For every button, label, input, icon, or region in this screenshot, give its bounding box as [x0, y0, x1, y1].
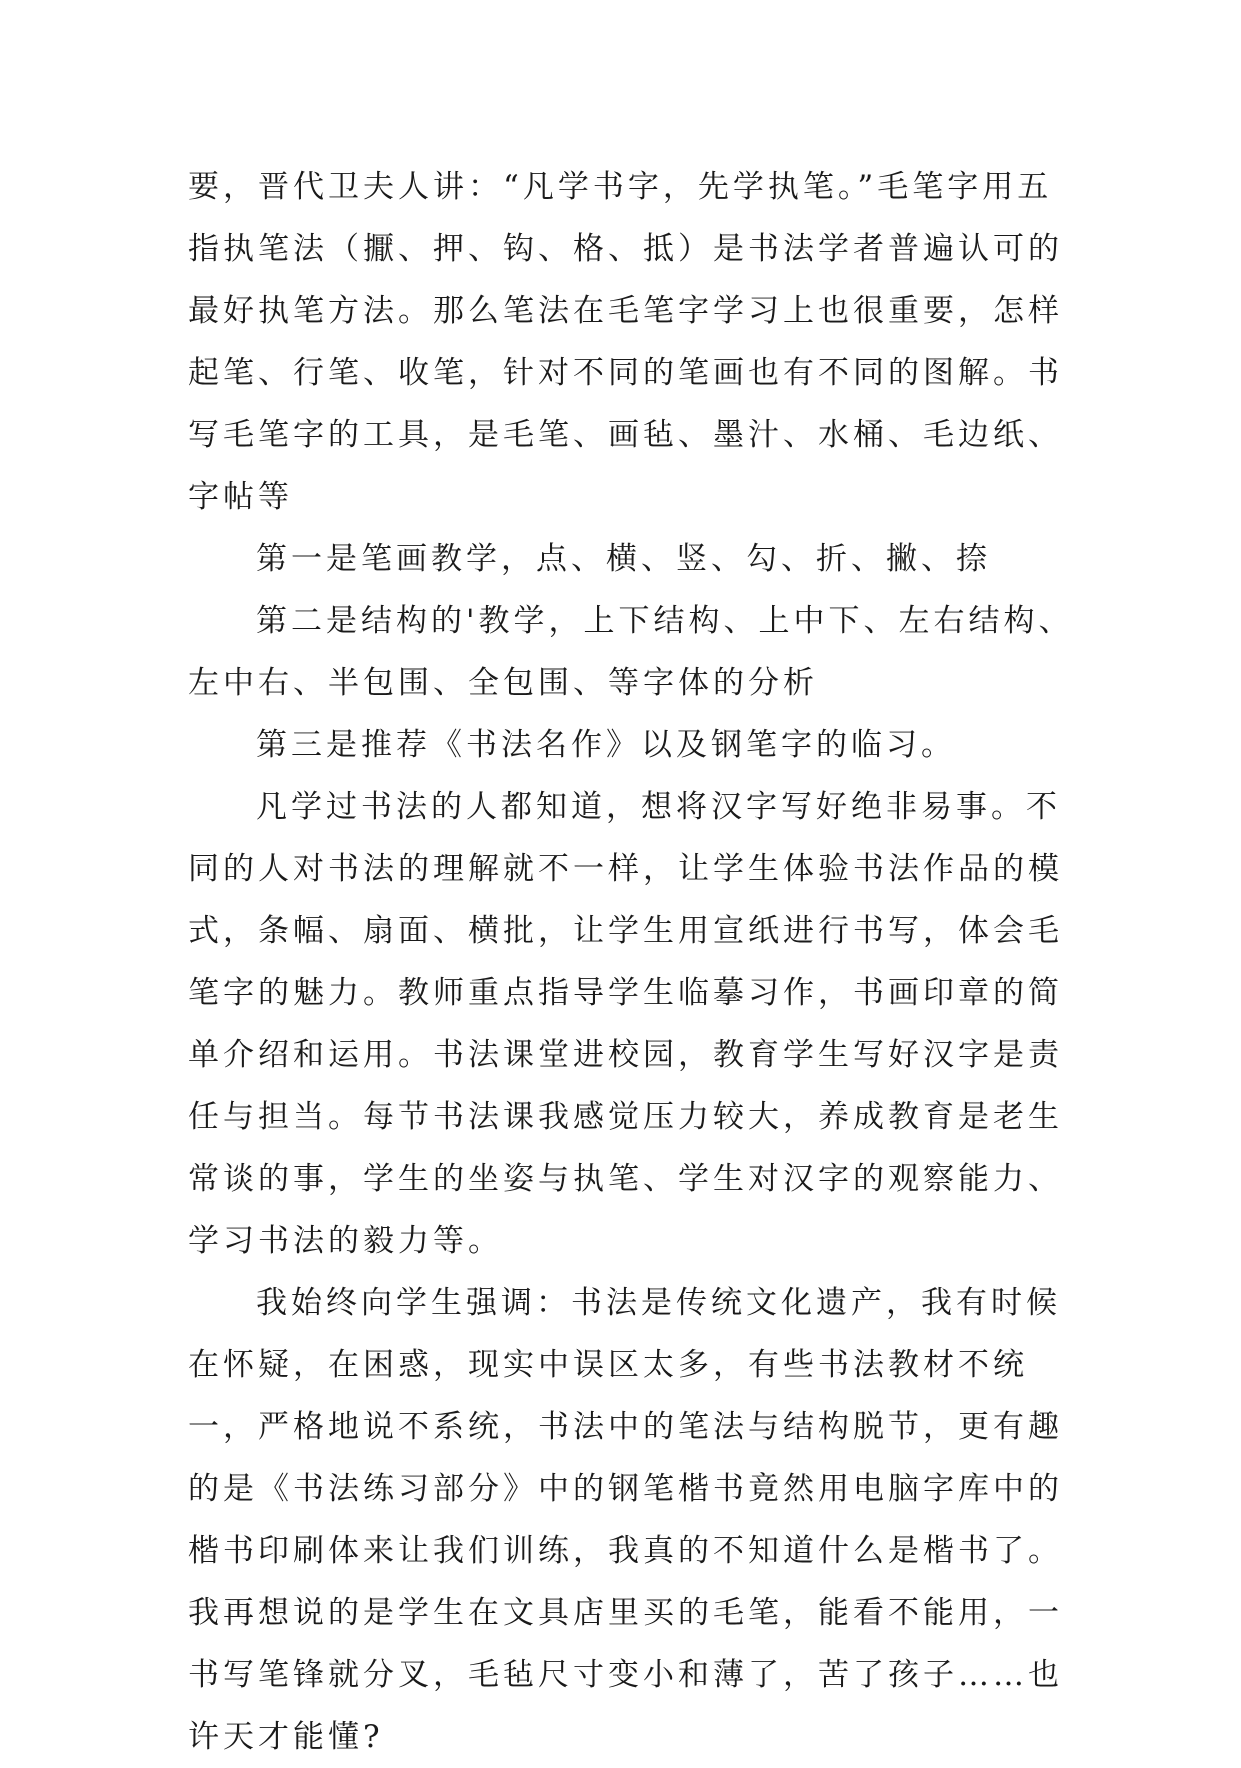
paragraph-4: 第三是推荐《书法名作》以及钢笔字的临习。	[256, 727, 956, 763]
paragraph-6: 我始终向学生强调：书法是传统文化遗产，我有时候在怀疑，在困惑，现实中误区太多，有些书法教材不统一，严格地说不系统，书法中的笔法与结构脱节，更有趣的是《书法练习部分》中的钢笔楷书竟然用电脑字库中的楷书印刷体来让我们训练，我真的不知道什么是楷书了。我再想说的是学生在文具店里买的毛笔，能看不能用，一书写笔锋就分叉，毛毡尺寸变小和薄了，苦了孩子……也许天才能懂?	[188, 1285, 1063, 1755]
document-body	[188, 156, 1078, 1768]
paragraph-2: 第一是笔画教学，点、横、竖、勾、折、撇、捺	[256, 541, 991, 577]
paragraph-5: 凡学过书法的人都知道，想将汉字写好绝非易事。不同的人对书法的理解就不一样，让学生体验书法作品的模式，条幅、扇面、横批，让学生用宣纸进行书写，体会毛笔字的魅力。教师重点指导学生临摹习作，书画印章的简单介绍和运用。书法课堂进校园，教育学生写好汉字是责任与担当。每节书法课我感觉压力较大，养成教育是老生常谈的事，学生的坐姿与执笔、学生对汉字的观察能力、学习书法的毅力等。	[188, 789, 1063, 1259]
paragraph-1: 要，晋代卫夫人讲：“凡学书字，先学执笔。”毛笔字用五指执笔法（擫、押、钩、格、抵）是书法学者普遍认可的最好执笔方法。那么笔法在毛笔字学习上也很重要，怎样起笔、行笔、收笔，针对不同的笔画也有不同的图解。书写毛笔字的工具，是毛笔、画毡、墨汁、水桶、毛边纸、字帖等	[188, 169, 1063, 515]
paragraph-3: 第二是结构的'教学，上下结构、上中下、左右结构、左中右、半包围、全包围、等字体的分析	[188, 603, 1074, 701]
